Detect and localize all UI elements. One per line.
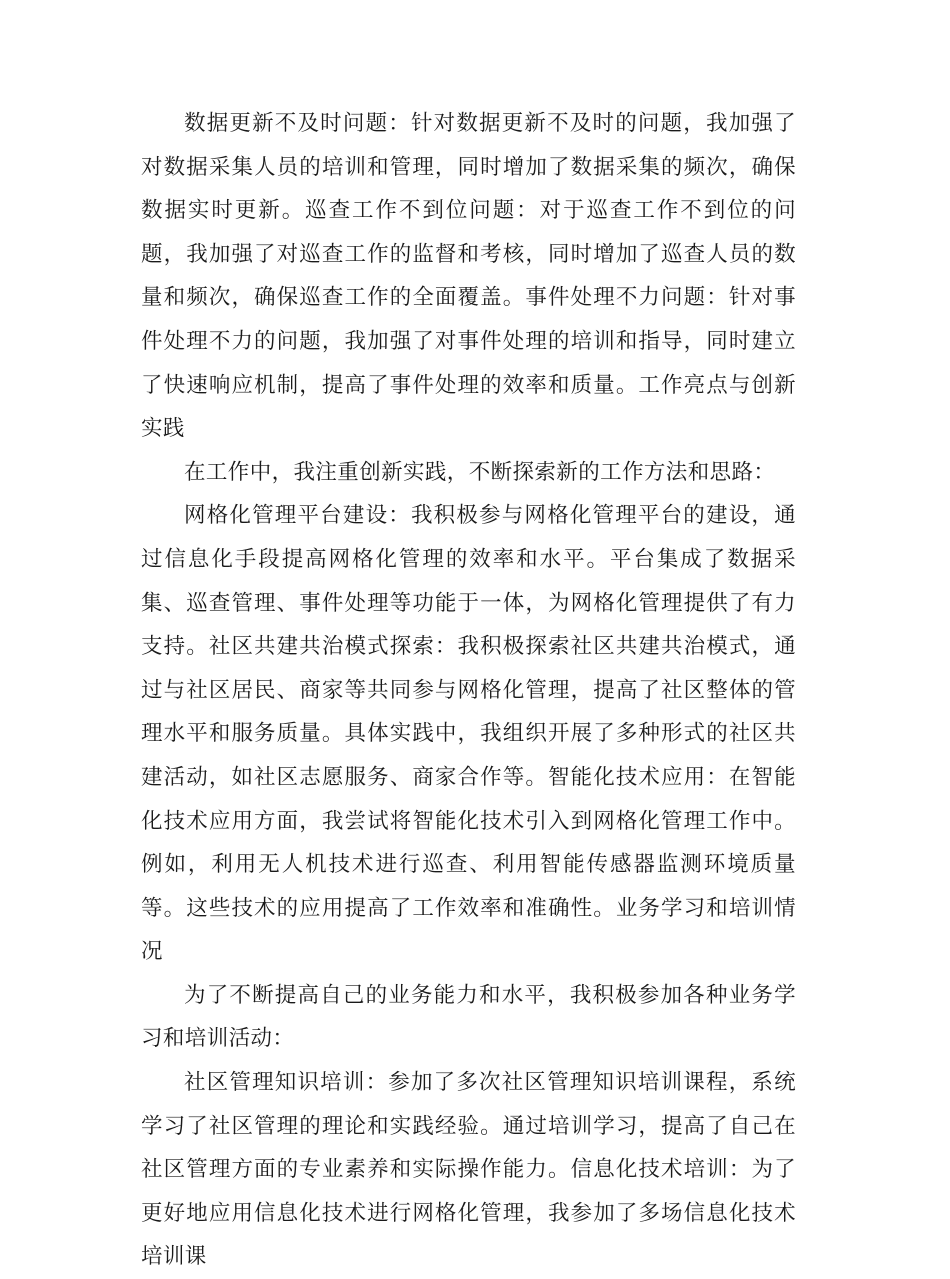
paragraph-innovation-details: 网格化管理平台建设：我积极参与网格化管理平台的建设，通过信息化手段提高网格化管理的效率和水平。平台集成了数据采集、巡查管理、事件处理等功能于一体，为网格化管理提供了有力支持。社区共建共治模式探索：我积极探索社区共建共治模式，通过与社区居民、商家等共同参与网格化管理，提高了社区整体的管理水平和服务质量。具体实践中，我组织开展了多种形式的社区共建活动，如社区志愿服务、商家合作等。智能化技术应用：在智能化技术应用方面，我尝试将智能化技术引入到网格化管理工作中。例如，利用无人机技术进行巡查、利用智能传感器监测环境质量等。这些技术的应用提高了工作效率和准确性。业务学习和培训情况 xyxy=(141,503,796,965)
paragraph-training-intro: 为了不断提高自己的业务能力和水平，我积极参加各种业务学习和培训活动： xyxy=(141,982,796,1052)
paragraph-innovation-intro: 在工作中，我注重创新实践，不断探索新的工作方法和思路： xyxy=(184,459,776,485)
document-body xyxy=(141,102,796,1279)
paragraph-problem-fixes: 数据更新不及时问题：针对数据更新不及时的问题，我加强了对数据采集人员的培训和管理，同时增加了数据采集的频次，确保数据实时更新。巡查工作不到位问题：对于巡查工作不到位的问题，我加强了对巡查工作的监督和考核，同时增加了巡查人员的数量和频次，确保巡查工作的全面覆盖。事件处理不力问题：针对事件处理不力的问题，我加强了对事件处理的培训和指导，同时建立了快速响应机制，提高了事件处理的效率和质量。工作亮点与创新实践 xyxy=(141,111,796,442)
paragraph-training-details: 社区管理知识培训：参加了多次社区管理知识培训课程，系统学习了社区管理的理论和实践经验。通过培训学习，提高了自己在社区管理方面的专业素养和实际操作能力。信息化技术培训：为了更好地应用信息化技术进行网格化管理，我参加了多场信息化技术培训课 xyxy=(141,1070,796,1270)
